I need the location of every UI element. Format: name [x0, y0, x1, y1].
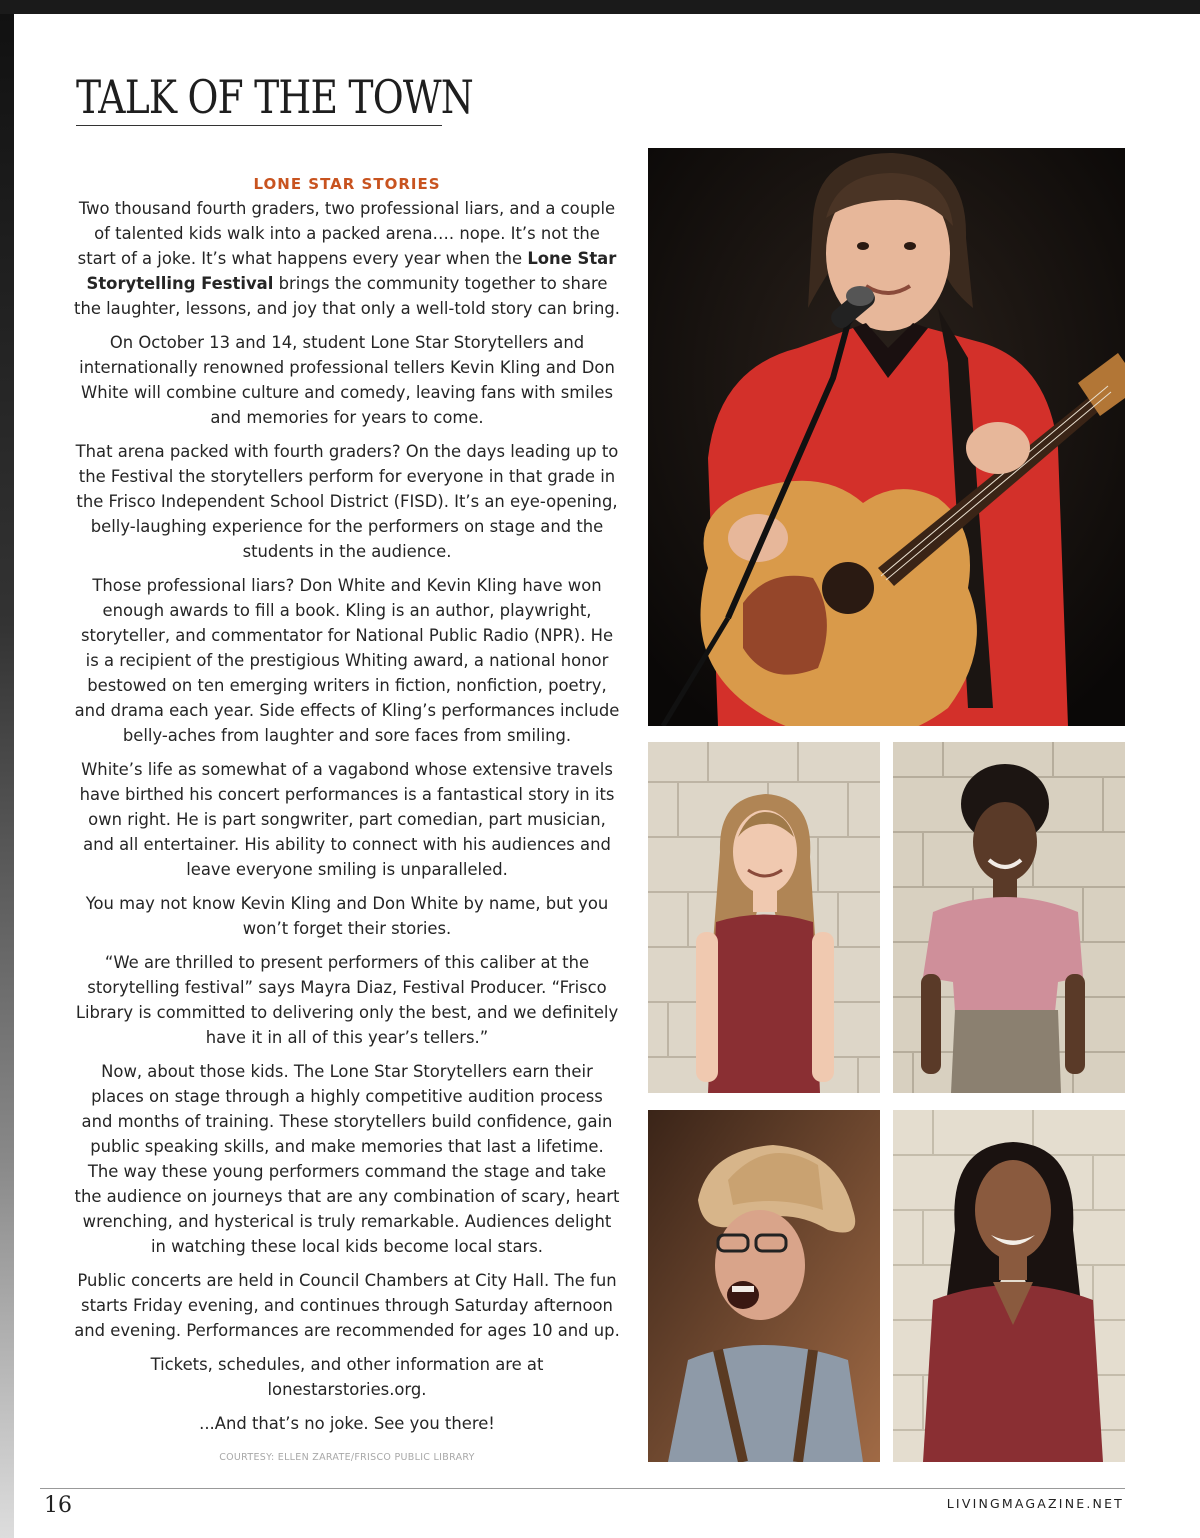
photo-young-storyteller-3	[893, 1110, 1125, 1462]
paragraph-10: Tickets, schedules, and other information are at lonestarstories.org.	[150, 1355, 544, 1399]
site-url[interactable]: LIVINGMAGAZINE.NET	[946, 1496, 1124, 1511]
paragraph-4: Those professional liars? Don White and Kevin Kling have won enough awards to fill a book. Kling is an author, playwright, storyteller, and commentator for National Public Radio (NPR). He is a recipient of the prestigious Whiting award, a national honor bestowed on ten emerging writers in fiction, nonfiction, poetry, and drama each year. Side effects of Kling’s performances include belly-aches from laughter and sore faces from smiling.	[74, 576, 620, 745]
paragraph-11: ...And that’s no joke. See you there!	[199, 1414, 495, 1433]
paragraph-1	[74, 196, 620, 321]
page-spine-shadow	[0, 14, 14, 1538]
article-kicker: LONE STAR STORIES	[253, 175, 441, 193]
paragraph-1-end: brings the community together to share the laughter, lessons, and joy that only a well-told story can bring.	[74, 274, 620, 318]
top-edge-bar	[0, 0, 1200, 14]
section-title: TALK OF THE TOWN	[76, 70, 473, 124]
paragraph-6: You may not know Kevin Kling and Don White by name, but you won’t forget their stories.	[85, 894, 609, 938]
paragraph-7-quote: “We are thrilled to present performers of this caliber at the storytelling festival” says Mayra Diaz, Festival Producer. “Frisco Library is committed to delivering only the best, and we definitely have it in all of this year’s tellers.”	[75, 953, 619, 1047]
paragraph-1-start: Two thousand fourth graders, two professional liars, and a couple of talented kids walk into a packed arena…. nope. It’s not the start of a joke. It’s what happens every year when the	[77, 199, 616, 268]
photo-credit: COURTESY: ELLEN ZARATE/FRISCO PUBLIC LIBRARY	[219, 1452, 475, 1463]
paragraph-2: On October 13 and 14, student Lone Star Storytellers and internationally renowned professional tellers Kevin Kling and Don White will combine culture and comedy, leaving fans with smiles and memories for years to come.	[79, 333, 615, 427]
photo-man-in-hat	[648, 1110, 880, 1462]
paragraph-9: Public concerts are held in Council Chambers at City Hall. The fun starts Friday evening, and continues through Saturday afternoon and evening. Performances are recommended for ages 10 and up.	[74, 1271, 620, 1340]
festival-name: Lone Star Storytelling Festival	[86, 249, 617, 293]
paragraph-3: That arena packed with fourth graders? On the days leading up to the Festival the storytellers perform for everyone in that grade in the Frisco Independent School District (FISD). It’s an eye-opening, belly-laughing experience for the performers on stage and the students in the audience.	[75, 442, 619, 561]
page-number: 16	[44, 1493, 72, 1518]
photo-guitarist-on-stage	[648, 148, 1125, 726]
photo-young-storyteller-2	[893, 742, 1125, 1093]
footer-rule	[40, 1488, 1125, 1489]
article-body	[74, 174, 620, 1473]
paragraph-5: White’s life as somewhat of a vagabond whose extensive travels have birthed his concert performances is a fantastical story in its own right. He is part songwriter, part comedian, part musician, and all entertainer. His ability to connect with his audiences and leave everyone smiling is unparalleled.	[79, 760, 615, 879]
paragraph-8: Now, about those kids. The Lone Star Storytellers earn their places on stage through a highly competitive audition process and months of training. These storytellers build confidence, gain public speaking skills, and make memories that last a lifetime. The way these young performers command the stage and take the audience on journeys that are any combination of scary, heart wrenching, and hysterical is truly remarkable. Audiences delight in watching these local kids become local stars.	[74, 1062, 620, 1256]
title-underline	[76, 125, 442, 126]
photo-young-storyteller-1	[648, 742, 880, 1093]
